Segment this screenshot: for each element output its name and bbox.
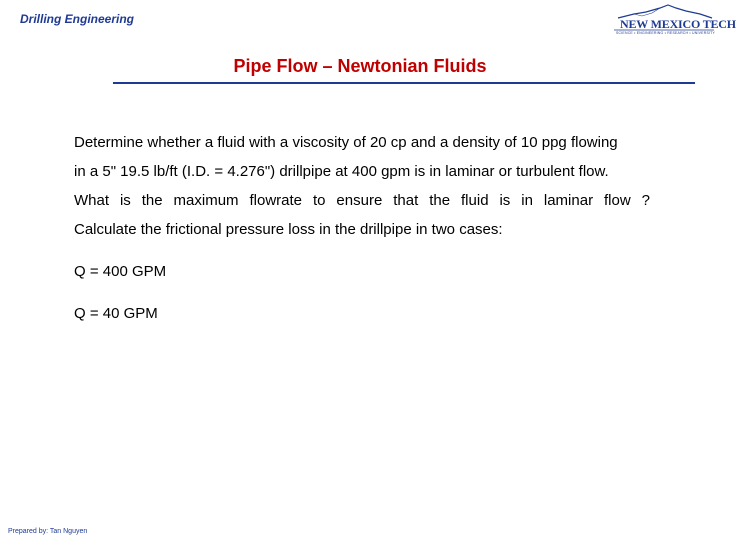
problem-statement <box>74 128 650 328</box>
problem-line-1: Determine whether a fluid with a viscosity of 20 cp and a density of 10 ppg flowing <box>74 134 618 151</box>
course-label: Drilling Engineering <box>20 12 135 26</box>
problem-line-4: Calculate the frictional pressure loss in the drillpipe in two cases: <box>74 221 503 238</box>
footer-credit: Prepared by: Tan Nguyen <box>8 528 88 535</box>
university-logo <box>612 4 736 38</box>
title-divider <box>113 82 695 84</box>
problem-line-3: What is the maximum flowrate to ensure that the fluid is in laminar flow ? <box>74 192 650 209</box>
slide-title: Pipe Flow – Newtonian Fluids <box>233 56 487 76</box>
case-1: Q = 400 GPM <box>74 263 167 280</box>
logo-tagline: SCIENCE • ENGINEERING • RESEARCH • UNIVERSITY <box>616 31 716 35</box>
problem-line-2: in a 5" 19.5 lb/ft (I.D. = 4.276") drillpipe at 400 gpm is in laminar or turbulent flow. <box>74 163 609 180</box>
case-2: Q = 40 GPM <box>74 305 158 322</box>
logo-wordmark: NEW MEXICO TECH <box>620 17 736 31</box>
